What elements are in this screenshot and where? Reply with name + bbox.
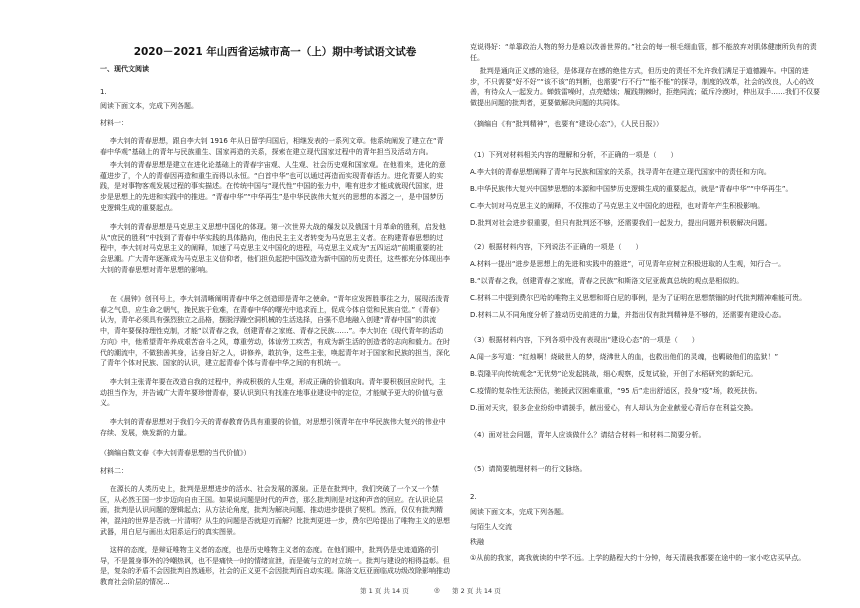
option-a: A.材料一提出“进步是思想上的先进和实践中的推进”，可见青年应树立积极进取的人生观，知行合一。: [470, 260, 786, 268]
question-3: （3）根据材料内容，下列各项中没有表现出“建设心态”的一项是（ ）: [470, 336, 699, 344]
option-d: D.材料二从不同角度分析了推动历史前进的力量，并指出仅有批判精神是不够的，还需要有建设心态。: [470, 311, 786, 319]
paragraph: 克说得好：“单靠政治人物的努力是难以改善世界的。”社会的每一根毛细血管，都不能放弃对肌体健康所负有的责任。: [470, 43, 817, 62]
paragraph: 在源长的人类历史上，批判是思想进步的活水、社会发展的源泉。正是在批判中，我们突破了一个又一个禁区，从必然王国一步步迈向自由王国。如果说问题是时代的声音，那么批判则是对这种声音的回应。在认识论层面，批判是认识问题的逻辑起点；从方法论角度，批判为解决问题、推动进步提供了契机。然而，仅仅有批判精神，混沌的世界是否就一片清明？从生的问题是否就迎刃而解？比批判更进一步，费尔巴哈提出了唯物主义的思想武器，用白尼与画出太阳系运行的真实图景。: [100, 485, 450, 536]
material-one-label: 材料一：: [100, 119, 128, 127]
paragraph: 李大钊主张青年要在改造自我的过程中，养成积极的人生观，形成正确的价值取向。青年要积极回应时代，主动担当作为，并告诫广大青年要珍惜青春，要认识到只有找准在地事业建设中的定位，才能赋予更大的价值与意义。: [100, 378, 446, 408]
essay-title: 与陌生人交流: [470, 523, 512, 531]
question-2: （2）根据材料内容，下列说法不正确的一项是（ ）: [470, 243, 643, 251]
question-5: （5）请简要梳理材料一的行文脉络。: [470, 465, 587, 473]
source-citation: （摘编自数文春《李大钊青春思想的当代价值》）: [100, 449, 251, 457]
material-two-label: 材料二：: [100, 467, 128, 475]
option-b: B.袁隆平向传统观念“无优势”论发起挑战，细心观察，反复试验，开创了水稻研究的新纪元。: [470, 370, 758, 378]
paragraph: 李大钊的青春思想是建立在进化论基础上的青春宇宙观、人生观、社会历史观和国家观。在他看来，进化的意蕴进步了，个人的青春因再造和重生而得以永恒。“白首中华”也可以通过再造而实现青春活力。进化青要人的实践，是对事物客观发展过程的事实描述。在传统中国与“现代性”中国的张力中，唯有进步才能成就现代国家，进步是思想上的先进和实践中的推进。“青春中华”“中华再生”是中华民族伟大复兴的思想的本源之一，是中国梦历史逻辑生成的重要起点。: [100, 161, 446, 212]
paragraph: ①从前的我家，离我就读的中学不远。上学的路程大约十分钟，每天清晨我都要在途中的一家小吃店买早点。: [470, 554, 806, 562]
page-number-left: 第 1 页 共 14 页: [360, 587, 409, 595]
exam-title: 2020－2021 年山西省运城市高一（上）期中考试语文试卷: [133, 46, 417, 58]
question-4: （4）面对社会问题，青年人应该做什么？请结合材料一和材料二简要分析。: [470, 431, 706, 439]
essay-author: 秩融: [470, 538, 484, 546]
question-1: （1）下列对材料相关内容的理解和分析，不正确的一项是（ ）: [470, 151, 678, 159]
page-number-right: 第 2 页 共 14 页: [452, 587, 501, 595]
question-number: 1.: [100, 88, 107, 96]
page-separator: ◎: [434, 586, 440, 594]
question-number: 2.: [470, 493, 477, 501]
option-d: D.面对天灾，很多企业纷纷申请援手，献出爱心，有人却认为企业献爱心背后存在利益交换。: [470, 404, 758, 412]
paragraph: 李大钊的青春思想对于我们今天的青春教育仍具有重要的价值，对思想引领青年在中华民族伟大复兴的伟业中存续、发展，焕发新的力量。: [100, 418, 446, 437]
paragraph: 这样的态度，是辩证唯物主义者的态度，也是历史唯物主义者的态度。在他们眼中，批判仍是史迹道路的引导，不是置身事外的冷嘲热讽，也不是痛快一时的情绪宣泄，而是破与立的对立统一。批判与建设的相得益彰。但是，复杂的矛盾不会因批判自然通形，社会的正义更不会因批判而自动实现。陈洛文厄亚面临成功级改除影响推动教育社会阶层的情况...: [100, 546, 450, 587]
instruction-text: 阅读下面文本，完成下列各题。: [100, 102, 198, 110]
option-a: A.闻一多写道：“红烛啊！烧破世人的梦，烧沸世人的血，也救出他们的灵魂，也羁破他们的监狱！”: [470, 353, 779, 361]
option-b: B.中华民族伟大复兴中国梦思想的本源和中国梦历史逻辑生成的重要起点，就是“青春中华”“中华再生”。: [470, 185, 793, 193]
paragraph: 李大钊的青春思想，跟自李大钊 1916 年从日留学归国后，相继发表的一系列文章。他系统阐发了建立在“青春中华观”基础上的青年与民族重生、国家再造的关系，探索在建立现代国家过程中的青年担当及活动方向。: [100, 137, 444, 156]
option-d: D.批判对社会进步很重要，但只有批判还不够，还需要我们一起发力，提出问题并积极解决问题。: [470, 219, 772, 227]
option-c: C.李大钊对马克思主义的阐释，不仅推动了马克思主义中国化的进程，也对青年产生积极影响。: [470, 202, 765, 210]
paragraph: 在《晨钟》创刊号上，李大钊清晰阐明青春中华之创造即是青年之使命。“青年应发挥胜事往之力，展现活泼青春之气息，应生命之朝气，挽民族于危难，在青春中华的曙光中追求而上，促成今体自觉和民族自觉。”《青春》认为，青年必须具有强烈独立之品格，摆脱浮躁空洞机械的生活选择，自强不息地融入创建“青春中国”的洪流中，青年要保持理性克制，才能“以青春之我，创建青春之家庭、青春之民族……”。李大钊在《现代青年的活动方向》中，他希望青年养成艰苦奋斗之风，尊重劳动，体谅劳工疾苦，有成为新生活的创造者的志向和毅力。在时代的潮流中，不做独善其身，沾身自好之人，讲修养，敢抗争，这些主张，唤起青年对于国家和民族的担当，深化了青年个体对民族、国家的认识，建立起青春个体与青春中华之间的有机统一。: [100, 295, 450, 368]
option-a: A.李大钊的青春思想阐释了青年与民族和国家的关系，找寻青年在建立现代国家中的责任和方向。: [470, 168, 771, 176]
paragraph: 李大钊的青春思想是马克思主义思想中国化的体现。第一次世界大战的爆发以及俄国十月革命的胜利，启发他从“庶民的胜利”中找到了青春中华实践的具体路向，他由民主主义者转变为马克思主义者。在构建青春思想的过程中，李大钊对马克思主义的阐释，加速了马克思主义中国化的进程，马克思主义成为“五四运动”前期重要的社会思潮。广大青年逐渐成为马克思主义信仰者，他们担负起把中国改造为新中国的历史责任，这些都充分体现出李大钊的青春思想对青年思想的影响。: [100, 223, 450, 274]
source-citation: （摘编自《有“批判精神”，也要有“建设心态”》，《人民日报》）: [470, 120, 664, 128]
option-c: C.疫情的复杂性无法预估，驰援武汉困难重重，“95 后”走出舒适区，投身“疫”场，救死扶伤。: [470, 387, 762, 395]
option-b: B.“以青春之我，创建青春之家庭，青春之民族”和斯洛文尼亚裁真总统的观点是相似的。: [470, 277, 744, 285]
instruction-text: 阅读下面文本，完成下列各题。: [470, 508, 568, 516]
paragraph: 批判是通向正义感的途径，是体现存在感的绝佳方式，但历史的责任不允许我们满足于道德躁车。中国的进步，不只需要“好不好”“该不该”的判断，也需要“行不行”“能不能”的探寻，制度的改革，社会的改良，人心的改善，有待众人一起发力。蝉鼓雷噪时，点亮蜡烛；履践荆棘时，拒绝同流；砥斥冷漠时，伸出双手……我们不仅要做提出问题的批判者，更要做解决问题的共同体。: [470, 67, 820, 108]
option-c: C.材料二中提到费尔巴哈的唯物主义思想和哥白尼的事例，是为了证明在思想禁锢的时代批判精神难能可贵。: [470, 294, 807, 302]
section-heading: 一、现代文阅读: [100, 65, 149, 73]
